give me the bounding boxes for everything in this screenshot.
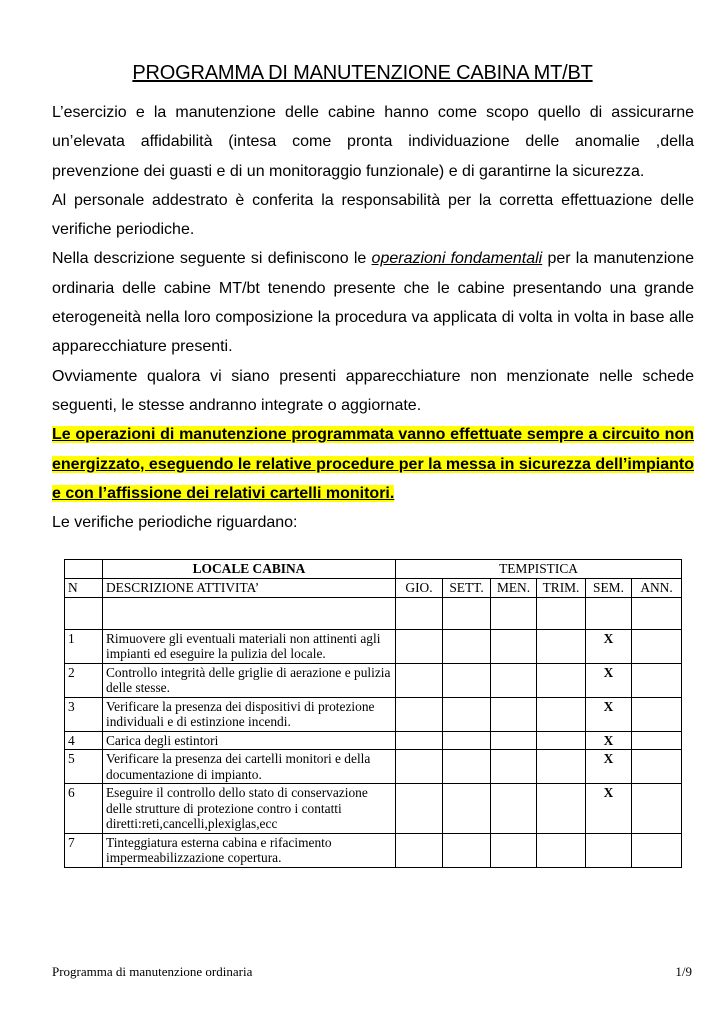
cell-ann: [632, 784, 682, 834]
column-header-trim: TRIM.: [537, 579, 586, 598]
row-description: Verificare la presenza dei cartelli monitori e della documentazione di impianto.: [103, 750, 396, 784]
table-section-title: LOCALE CABINA: [103, 560, 396, 579]
table-header-row-section: [65, 560, 682, 579]
cell-ann: [632, 750, 682, 784]
cell-gio: [396, 663, 443, 697]
cell-sett: [443, 784, 491, 834]
cell-ann: [632, 697, 682, 731]
paragraph-personnel: Al personale addestrato è conferita la responsabilità per la corretta effettuazione delle verifiche periodiche.: [52, 191, 694, 239]
paragraph-description-end: per la manutenzione ordinaria delle cabine MT/bt tenendo presente che le cabine presentando una grande eterogeneità nella loro composizione la procedura va applicata di volta in volta in base alle apparecchiature presenti.: [52, 250, 694, 356]
page-title: PROGRAMMA DI MANUTENZIONE CABINA MT/BT: [132, 62, 593, 84]
paragraph-description: [52, 244, 694, 361]
paragraph-safety-warning: [52, 420, 694, 508]
cell-sem-mark: X: [586, 731, 632, 750]
table-row: [65, 629, 682, 663]
cell-gio: [396, 697, 443, 731]
cell-trim: [537, 784, 586, 834]
cell-ann: [632, 663, 682, 697]
cell-men: [491, 629, 537, 663]
safety-warning-highlight: Le operazioni di manutenzione programmata vanno effettuate sempre a circuito non energizzato, eseguendo le relative procedure per la messa in sicurezza dell’impianto e con l’affissione dei relativi cartelli monitori.: [52, 426, 694, 502]
cell-men: [491, 731, 537, 750]
footer-document-name: Programma di manutenzione ordinaria: [52, 964, 253, 979]
cell-men: [491, 833, 537, 867]
cell-sett: [443, 731, 491, 750]
row-description: Carica degli estintori: [103, 731, 396, 750]
cell-sem-mark: [586, 833, 632, 867]
cell-ann: [632, 629, 682, 663]
spacer-cell: [443, 597, 491, 629]
row-number: 6: [65, 784, 103, 834]
spacer-cell: [396, 597, 443, 629]
row-number: 5: [65, 750, 103, 784]
cell-sett: [443, 697, 491, 731]
cell-sem-mark: X: [586, 784, 632, 834]
cell-ann: [632, 833, 682, 867]
cell-ann: [632, 731, 682, 750]
column-header-descrizione: DESCRIZIONE ATTIVITA’: [103, 579, 396, 598]
row-description: Rimuovere gli eventuali materiali non attinenti agli impianti ed eseguire la pulizia del locale.: [103, 629, 396, 663]
column-header-sem: SEM.: [586, 579, 632, 598]
cell-sett: [443, 833, 491, 867]
cell-trim: [537, 663, 586, 697]
table-row: [65, 750, 682, 784]
column-header-ann: ANN.: [632, 579, 682, 598]
spacer-cell: [586, 597, 632, 629]
row-number: 7: [65, 833, 103, 867]
row-number: 4: [65, 731, 103, 750]
cell-gio: [396, 784, 443, 834]
spacer-cell: [103, 597, 396, 629]
cell-sem-mark: X: [586, 750, 632, 784]
body-text: [52, 98, 694, 537]
spacer-cell: [632, 597, 682, 629]
column-header-sett: SETT.: [443, 579, 491, 598]
cell-men: [491, 750, 537, 784]
cell-men: [491, 663, 537, 697]
cell-trim: [537, 629, 586, 663]
row-description: Eseguire il controllo dello stato di conservazione delle strutture di protezione contro i contatti diretti:reti,cancelli,plexiglas,ecc: [103, 784, 396, 834]
row-description: Tinteggiatura esterna cabina e rifacimento impermeabilizzazione copertura.: [103, 833, 396, 867]
table-row: [65, 731, 682, 750]
paragraph-description-start: Nella descrizione seguente si definiscono le: [52, 250, 372, 268]
cell-sem-mark: X: [586, 663, 632, 697]
row-number: 3: [65, 697, 103, 731]
footer-page-number: 1/9: [675, 964, 692, 979]
cell-trim: [537, 833, 586, 867]
maintenance-schedule-table: [64, 559, 682, 868]
paragraph-intro: L’esercizio e la manutenzione delle cabine hanno come scopo quello di assicurarne un’elevata affidabilità (intesa come pronta individuazione delle anomalie ,della prevenzione dei guasti e di un monitoraggio funzionale) e di garantirne la sicurezza.: [52, 104, 694, 180]
table-header-row-columns: [65, 579, 682, 598]
table-row: [65, 833, 682, 867]
cell-sem-mark: X: [586, 697, 632, 731]
cell-gio: [396, 750, 443, 784]
cell-men: [491, 697, 537, 731]
cell-gio: [396, 629, 443, 663]
column-header-n: N: [65, 579, 103, 598]
cell-sett: [443, 663, 491, 697]
cell-sem-mark: X: [586, 629, 632, 663]
table-header-corner: [65, 560, 103, 579]
table-row: [65, 697, 682, 731]
operazioni-fondamentali-emphasis: operazioni fondamentali: [371, 250, 543, 268]
cell-men: [491, 784, 537, 834]
cell-sett: [443, 629, 491, 663]
spacer-cell: [65, 597, 103, 629]
cell-trim: [537, 750, 586, 784]
row-description: Controllo integrità delle griglie di aerazione e pulizia delle stesse.: [103, 663, 396, 697]
column-header-gio: GIO.: [396, 579, 443, 598]
paragraph-checks-intro: Le verifiche periodiche riguardano:: [52, 514, 298, 532]
table-tempistica-header: TEMPISTICA: [396, 560, 682, 579]
row-number: 2: [65, 663, 103, 697]
column-header-men: MEN.: [491, 579, 537, 598]
cell-trim: [537, 731, 586, 750]
table-spacer-row: [65, 597, 682, 629]
cell-trim: [537, 697, 586, 731]
spacer-cell: [537, 597, 586, 629]
row-number: 1: [65, 629, 103, 663]
table-row: [65, 784, 682, 834]
paragraph-update-note: Ovviamente qualora vi siano presenti apparecchiature non menzionate nelle schede seguenti, le stesse andranno integrate o aggiornate.: [52, 367, 694, 414]
row-description: Verificare la presenza dei dispositivi di protezione individuali e di estinzione incendi.: [103, 697, 396, 731]
cell-gio: [396, 731, 443, 750]
cell-sett: [443, 750, 491, 784]
table-row: [65, 663, 682, 697]
cell-gio: [396, 833, 443, 867]
spacer-cell: [491, 597, 537, 629]
